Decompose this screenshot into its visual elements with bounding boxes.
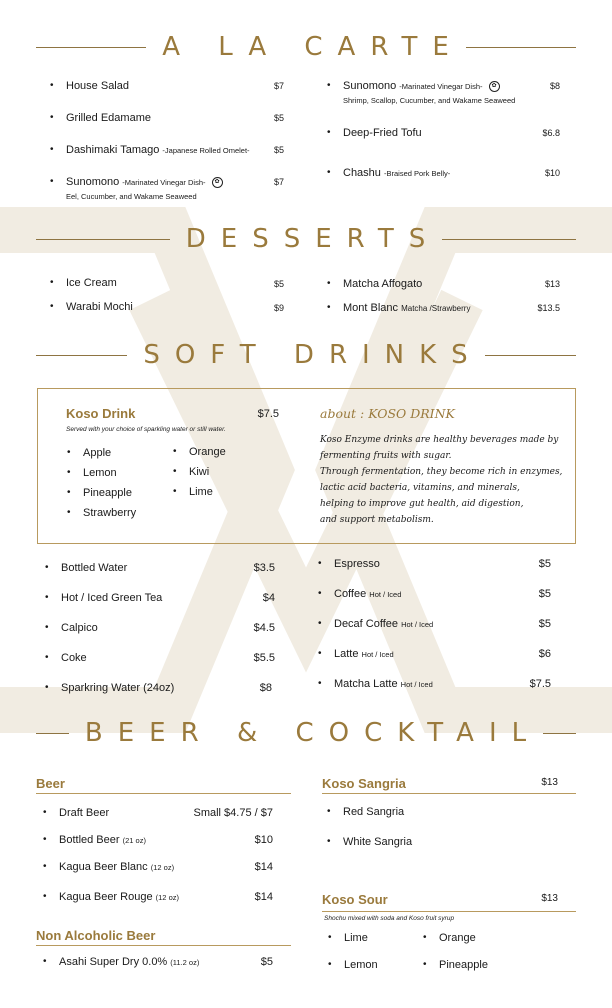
item-price: $6	[538, 648, 551, 660]
section-title: SOFT DRINKS	[143, 340, 483, 370]
menu-item: • Mont Blanc Matcha /Strawberry	[327, 302, 471, 314]
menu-item: • Dashimaki Tamago -Japanese Rolled Omelet-	[50, 144, 250, 156]
item-price: $4	[262, 592, 275, 604]
koso-sour-note: Shochu mixed with soda and Koso fruit syrup	[324, 915, 455, 922]
menu-item: • Deep-Fried Tofu	[327, 127, 422, 139]
non-alcoholic-title: Non Alcoholic Beer	[36, 928, 156, 943]
beer-rule	[36, 793, 291, 794]
item-price: $5	[538, 558, 551, 570]
item-price: $6.8	[542, 128, 560, 138]
menu-item: • Matcha Affogato	[327, 278, 423, 290]
menu-item: • Bottled Water	[45, 562, 128, 574]
item-price: $7	[273, 177, 284, 187]
item-price: $14	[254, 861, 273, 873]
desserts-heading	[36, 224, 576, 254]
flavor-item: • Lemon	[67, 467, 117, 479]
beer-cocktail-heading	[36, 718, 576, 748]
menu-item: • Lemon	[328, 959, 378, 971]
soft-drinks-heading	[36, 340, 576, 370]
menu-item: • Kagua Beer Blanc (12 oz)	[43, 861, 175, 873]
menu-item: • Bottled Beer (21 oz)	[43, 834, 146, 846]
menu-item: • Asahi Super Dry 0.0% (11.2 oz)	[43, 956, 200, 968]
section-title: BEER & COCKTAIL	[84, 718, 542, 748]
about-koso-text: Koso Enzyme drinks are healthy beverages made by fermenting fruits with sugar. Through fermentation, they become rich in enzymes, lactic acid bacteria, vitamins, and minerals, helping to improve gut health, aid digestion, and support metabolism.	[320, 435, 563, 525]
menu-item: • Coffee Hot / Iced	[318, 588, 402, 600]
menu-item: • Sunomono -Marinated Vinegar Dish- ✿ Eel, Cucumber, and Wakame Seaweed	[66, 176, 223, 201]
flavor-item: • Strawberry	[67, 507, 137, 519]
sour-rule	[322, 911, 576, 912]
item-price: $3.5	[253, 562, 275, 574]
koso-drink-title: Koso Drink	[66, 406, 136, 421]
menu-item: • White Sangria	[327, 836, 413, 848]
vegetarian-icon: ✿	[212, 177, 223, 188]
flavor-item: • Apple	[67, 447, 112, 459]
item-price: $9	[273, 303, 284, 313]
a-la-carte-heading	[36, 32, 576, 62]
flavor-item: • Lime	[173, 486, 213, 498]
menu-item: • Latte Hot / Iced	[318, 648, 394, 660]
flavor-item: • Pineapple	[67, 487, 132, 499]
item-price: $13.5	[537, 303, 560, 313]
menu-item: • Draft Beer	[43, 807, 110, 819]
menu-item: • Orange	[423, 932, 476, 944]
item-price: $13	[544, 279, 560, 289]
item-price: $4.5	[253, 622, 275, 634]
sangria-rule	[322, 793, 576, 794]
item-price: $5	[273, 279, 284, 289]
flavor-item: • Kiwi	[173, 466, 210, 478]
non-alcoholic-rule	[36, 945, 291, 946]
item-price: Small $4.75 / $7	[193, 807, 273, 819]
menu-item: • Decaf Coffee Hot / Iced	[318, 618, 434, 630]
koso-sour-price: $13	[541, 893, 558, 904]
section-title: DESSERTS	[185, 224, 441, 254]
menu-item: • Hot / Iced Green Tea	[45, 592, 163, 604]
item-price: $8	[259, 682, 272, 694]
menu-item: • Ice Cream	[50, 277, 117, 289]
item-price: $5	[273, 145, 284, 155]
koso-sangria-title: Koso Sangria	[322, 776, 406, 791]
menu-item: • Grilled Edamame	[50, 112, 151, 124]
menu-item: • Kagua Beer Rouge (12 oz)	[43, 891, 179, 903]
menu-item: • Red Sangria	[327, 806, 405, 818]
menu-item: • Matcha Latte Hot / Iced	[318, 678, 433, 690]
menu-item: • Calpico	[45, 622, 98, 634]
about-koso-title: about : KOSO DRINK	[320, 406, 455, 421]
menu-item: • Lime	[328, 932, 368, 944]
koso-sangria-price: $13	[541, 777, 558, 788]
item-price: $7.5	[529, 678, 551, 690]
menu-item: • Chashu -Braised Pork Belly-	[327, 167, 451, 179]
menu-item: • Sparkring Water (24oz)	[45, 682, 175, 694]
menu-item: • Espresso	[318, 558, 380, 570]
flavor-item: • Orange	[173, 446, 226, 458]
item-price: $5.5	[253, 652, 275, 664]
koso-sour-title: Koso Sour	[322, 892, 388, 907]
menu-item: • Sunomono -Marinated Vinegar Dish- ✿ Shrimp, Scallop, Cucumber, and Wakame Seaweed	[327, 80, 516, 105]
koso-drink-price: $7.5	[257, 408, 279, 420]
item-price: $5	[538, 618, 551, 630]
vegetarian-icon: ✿	[489, 81, 500, 92]
beer-title: Beer	[36, 776, 65, 791]
item-price: $5	[260, 956, 273, 968]
menu-item: • House Salad	[50, 80, 129, 92]
item-price: $10	[254, 834, 273, 846]
item-price: $7	[273, 81, 284, 91]
menu-item: • Warabi Mochi	[50, 301, 133, 313]
menu-item: • Pineapple	[423, 959, 488, 971]
section-title: A LA CARTE	[162, 32, 464, 62]
item-price: $5	[273, 113, 284, 123]
item-price: $8	[549, 81, 560, 91]
item-price: $10	[544, 168, 560, 178]
item-price: $14	[254, 891, 273, 903]
koso-drink-note: Served with your choice of sparkling water or still water.	[66, 426, 226, 433]
item-price: $5	[538, 588, 551, 600]
menu-item: • Coke	[45, 652, 87, 664]
